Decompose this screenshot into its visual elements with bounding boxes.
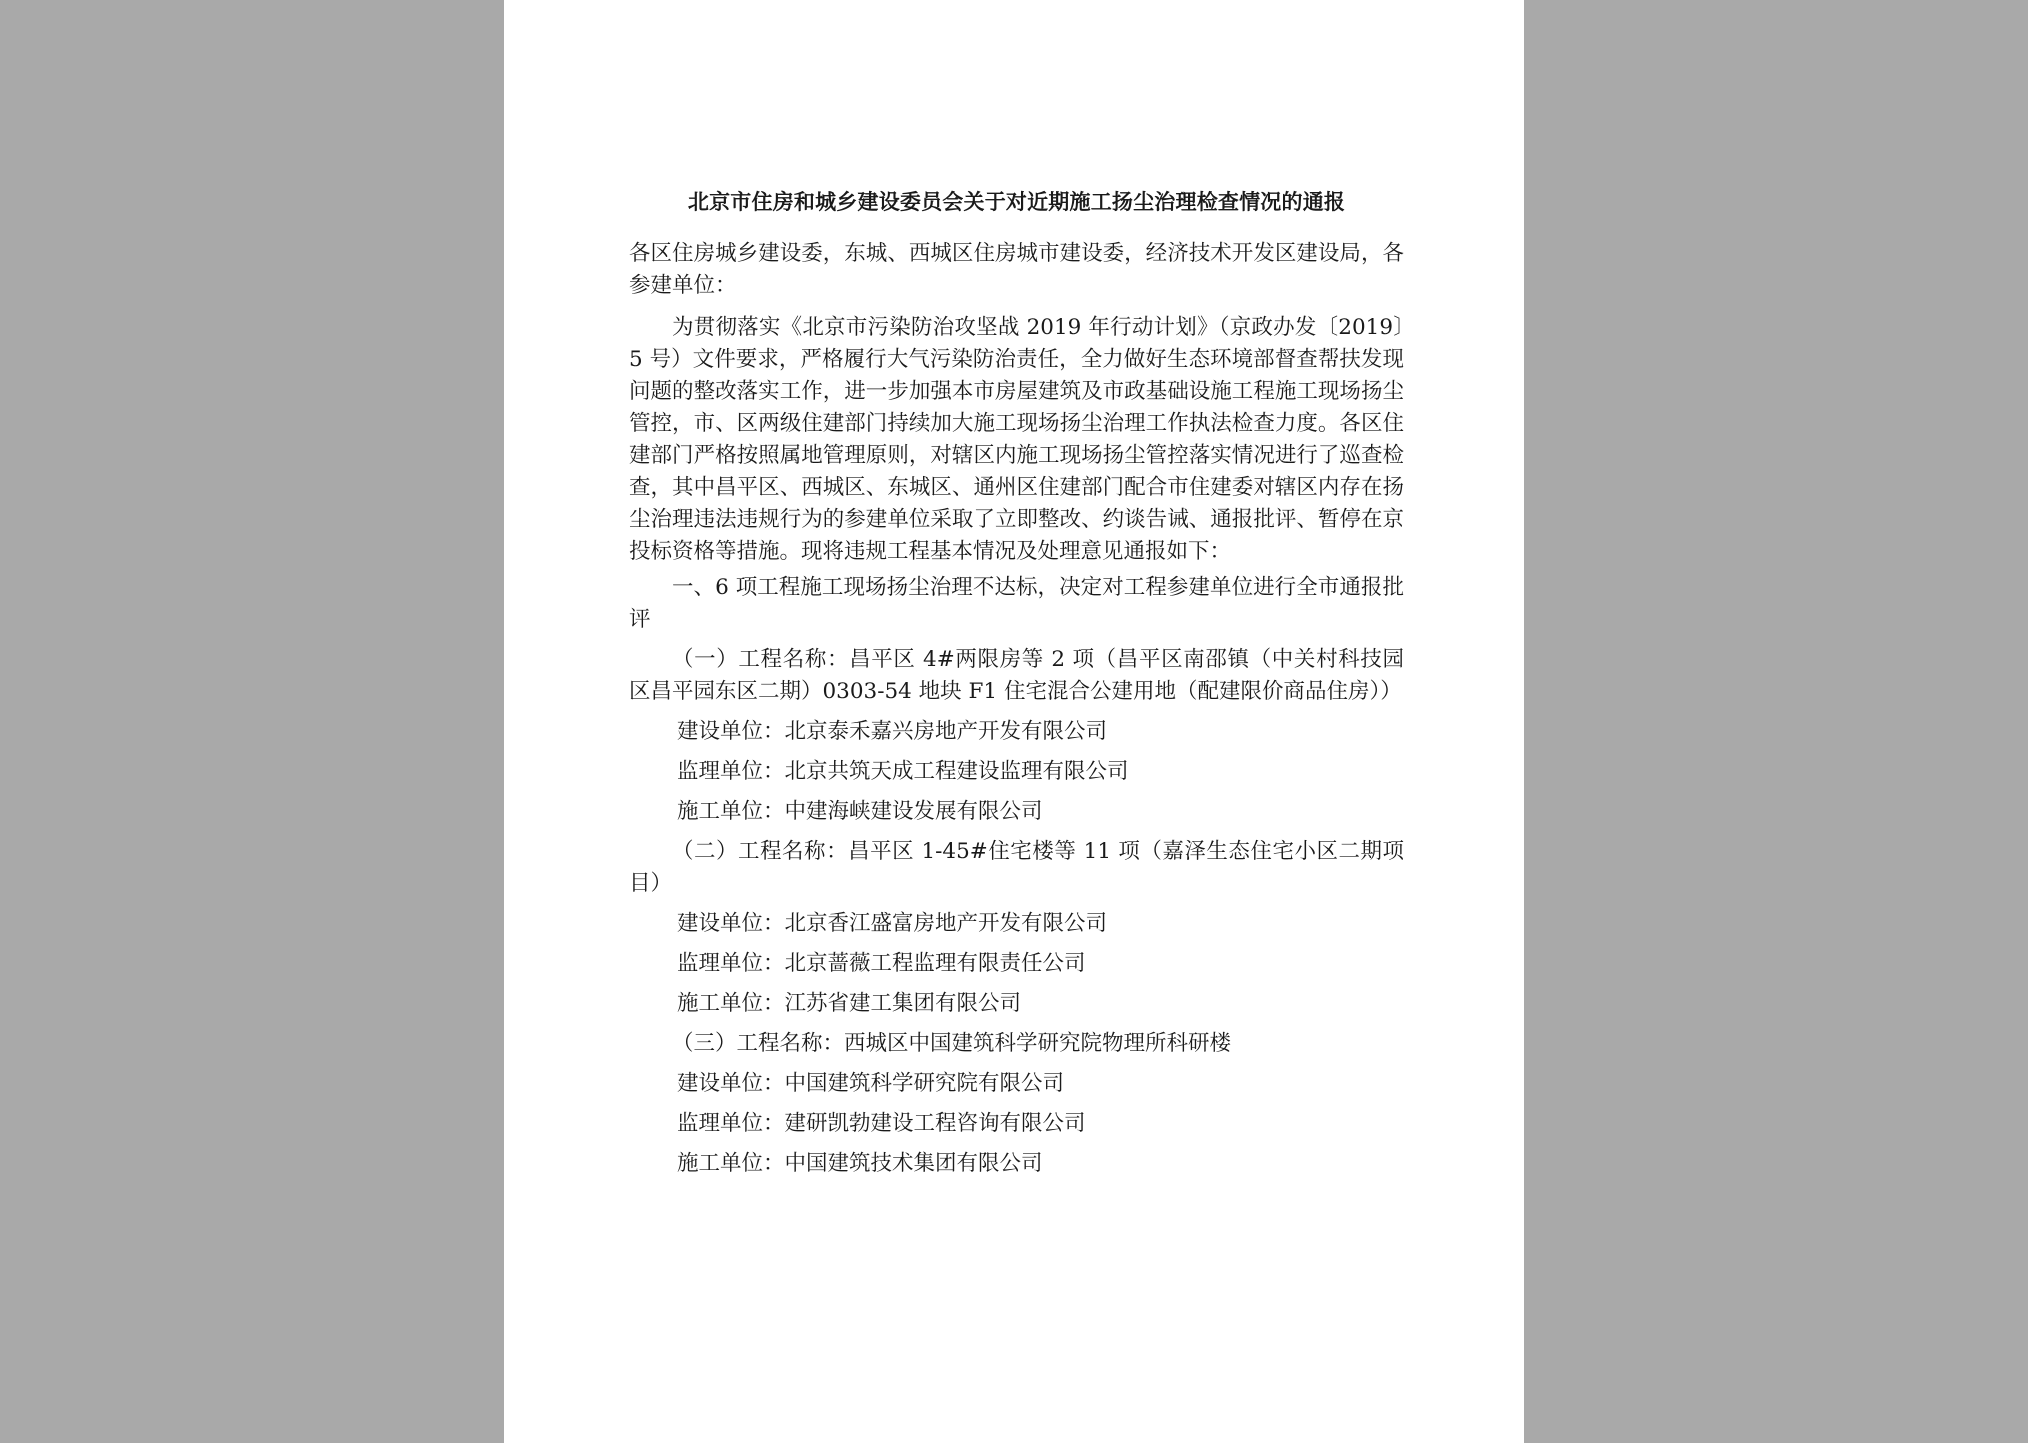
project-heading: （三）工程名称：西城区中国建筑科学研究院物理所科研楼 [672,1031,1232,1056]
project-supervisor: 监理单位：北京共筑天成工程建设监理有限公司 [677,759,1129,784]
project-contractor: 施工单位：江苏省建工集团有限公司 [677,991,1022,1016]
document-title: 北京市住房和城乡建设委员会关于对近期施工扬尘治理检查情况的通报 [687,189,1346,214]
project-supervisor: 监理单位：北京蔷薇工程监理有限责任公司 [677,951,1086,976]
project-heading: （二）工程名称：昌平区 1-45#住宅楼等 11 项（嘉泽生态住宅小区二期项目） [629,839,1404,896]
project-heading: （一）工程名称：昌平区 4#两限房等 2 项（昌平区南邵镇（中关村科技园区昌平园东区二期）0303-54 地块 F1 住宅混合公建用地（配建限价商品住房）） [629,647,1404,704]
project-builder: 建设单位：北京泰禾嘉兴房地产开发有限公司 [677,719,1108,744]
intro-paragraph: 为贯彻落实《北京市污染防治攻坚战 2019 年行动计划》（京政办发〔2019〕5 号）文件要求，严格履行大气污染防治责任，全力做好生态环境部督查帮扶发现问题的整改落实工作，进一步加强本市房屋建筑及市政基础设施工程施工现场扬尘管控，市、区两级住建部门持续加大施工现场扬尘治理工作执法检查力度。各区住建部门严格按照属地管理原则，对辖区内施工现场扬尘管控落实情况进行了巡查检查，其中昌平区、西城区、东城区、通州区住建部门配合市住建委对辖区内存在扬尘治理违法违规行为的参建单位采取了立即整改、约谈告诫、通报批评、暂停在京投标资格等措施。现将违规工程基本情况及处理意见通报如下： [629,315,1404,564]
project-builder: 建设单位：中国建筑科学研究院有限公司 [677,1071,1065,1096]
section-heading: 一、6 项工程施工现场扬尘治理不达标，决定对工程参建单位进行全市通报批评 [629,575,1404,632]
project-builder: 建设单位：北京香江盛富房地产开发有限公司 [677,911,1108,936]
addressee: 各区住房城乡建设委，东城、西城区住房城市建设委，经济技术开发区建设局，各参建单位： [629,241,1404,298]
document-page [504,0,1524,1443]
project-contractor: 施工单位：中建海峡建设发展有限公司 [677,799,1043,824]
project-1 [629,644,1404,828]
project-contractor: 施工单位：中国建筑技术集团有限公司 [677,1151,1043,1176]
document-content [629,186,1404,1180]
project-3 [629,1028,1404,1180]
project-supervisor: 监理单位：建研凯勃建设工程咨询有限公司 [677,1111,1086,1136]
project-2 [629,836,1404,1020]
